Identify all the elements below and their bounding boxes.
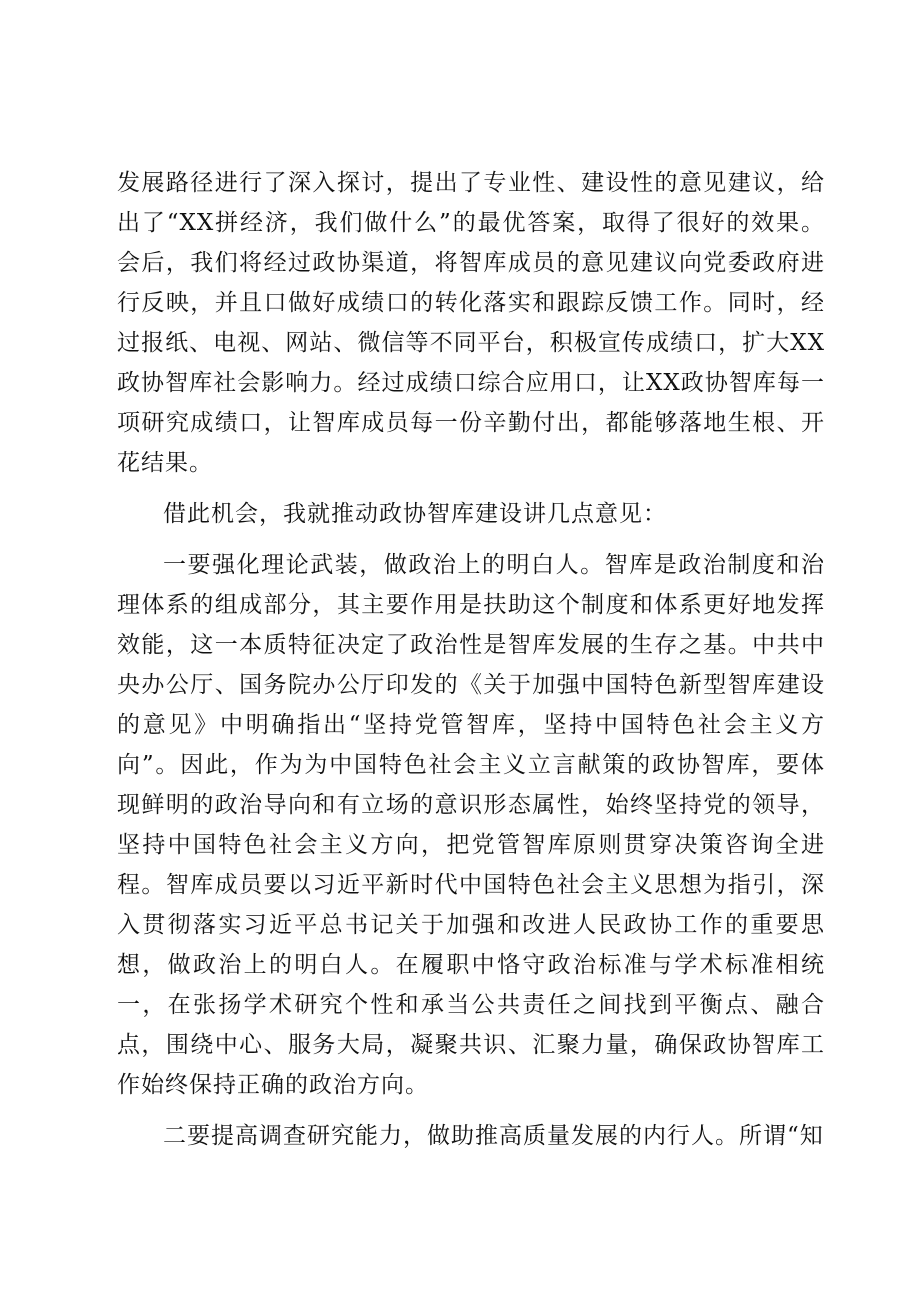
paragraph-point-one: 一要强化理论武装，做政治上的明白人。智库是政治制度和治理体系的组成部分，其主要作用是扶助这个制度和体系更好地发挥效能，这一本质特征决定了政治性是智库发展的生存之基。中共中央办公厅、国务院办公厅印发的《关于加强中国特色新型智库建设的意见》中明确指出“坚持党管智库，坚持中国特色社会主义方向”。因此，作为为中国特色社会主义立言献策的政协智库，要体现鲜明的政治导向和有立场的意识形态属性，始终坚持党的领导，坚持中国特色社会主义方向，把党管智库原则贯穿决策咨询全进程。智库成员要以习近平新时代中国特色社会主义思想为指引，深入贯彻落实习近平总书记关于加强和改进人民政协工作的重要思想，做政治上的明白人。在履职中恪守政治标准与学术标准相统一，在张扬学术研究个性和承当公共责任之间找到平衡点、融合点，围绕中心、服务大局，凝聚共识、汇聚力量，确保政协智库工作始终保持正确的政治方向。 (117, 552, 825, 1098)
paragraph-continued: 发展路径进行了深入探讨，提出了专业性、建设性的意见建议，给出了“XX拼经济，我们做什么”的最优答案，取得了很好的效果。会后，我们将经过政协渠道，将智库成员的意见建议向党委政府进行反映，并且口做好成绩口的转化落实和跟踪反馈工作。同时，经过报纸、电视、网站、微信等不同平台，积极宣传成绩口，扩大XX政协智库社会影响力。经过成绩口综合应用口，让XX政协智库每一项研究成绩口，让智库成员每一份辛勤付出，都能够落地生根、开花结果。 (117, 170, 825, 476)
paragraph-point-two: 二要提高调查研究能力，做助推高质量发展的内行人。所谓“知 (163, 1123, 824, 1149)
paragraph-intro-opinions: 借此机会，我就推动政协智库建设讲几点意见： (163, 501, 667, 527)
document-body (117, 163, 825, 1167)
